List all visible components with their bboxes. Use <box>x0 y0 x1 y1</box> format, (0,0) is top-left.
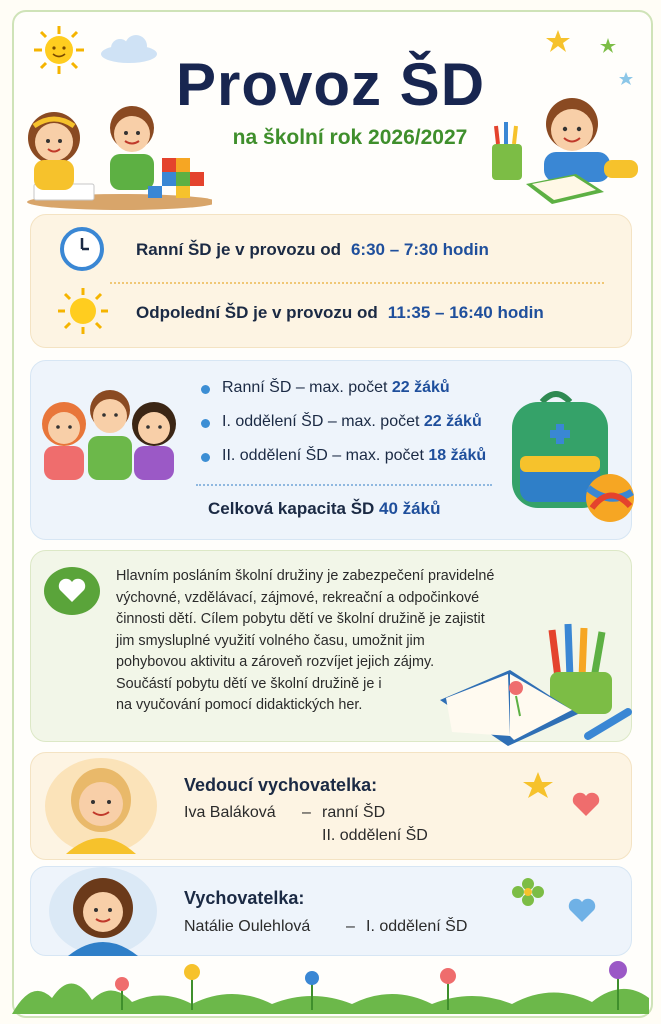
grass-flowers-border <box>12 958 649 1014</box>
mission-line: Součástí pobytu dětí ve školní družině je i <box>116 675 382 692</box>
morning-hours-time: 6:30 – 7:30 hodin <box>350 240 489 259</box>
mission-line: činnosti dětí. Cílem pobytu dětí ve školní družině je zajistit <box>116 611 485 627</box>
capacity-divider <box>196 484 492 486</box>
book-and-pencils-illustration <box>438 616 634 752</box>
total-capacity-label: Celková kapacita ŠD <box>208 499 375 518</box>
bullet-dot <box>201 419 210 428</box>
capacity-item-value: 22 žáků <box>423 413 482 430</box>
morning-hours-label: Ranní ŠD je v provozu od <box>136 240 341 259</box>
children-group-illustration <box>34 384 184 482</box>
mission-line: pohybovou aktivitu a zároveň rozvíjet jejich zájmy. <box>116 654 435 670</box>
head-teacher-dash: – <box>302 804 311 821</box>
teacher-role: I. oddělení ŠD <box>366 918 468 935</box>
mission-line: na vyučování pomocí didaktických her. <box>116 697 363 713</box>
teacher-avatar <box>48 866 158 956</box>
sun-icon <box>52 286 114 336</box>
capacity-item-value: 22 žáků <box>391 379 450 396</box>
head-teacher-name: Iva Baláková <box>184 804 276 821</box>
teacher-heading: Vychovatelka: <box>184 888 305 908</box>
capacity-item-value: 18 žáků <box>428 447 487 464</box>
mission-line: výchovné, vzdělávací, zájmové, rekreační a odpočinkové <box>116 589 480 606</box>
bullet-dot <box>201 385 210 394</box>
capacity-item <box>222 379 450 397</box>
capacity-item-text: II. oddělení ŠD – max. počet <box>222 447 424 464</box>
afternoon-hours-time: 11:35 – 16:40 hodin <box>387 303 544 322</box>
total-capacity-value: 40 žáků <box>379 499 441 518</box>
capacity-item-text: Ranní ŠD – max. počet <box>222 379 388 396</box>
mission-line: jim smysluplné využití volného času, umožnit jim <box>116 632 425 649</box>
head-teacher-role: II. oddělení ŠD <box>322 827 428 844</box>
flower-heart-decoration <box>506 872 606 928</box>
capacity-item <box>222 447 486 465</box>
hours-divider <box>110 282 604 284</box>
star-heart-decoration <box>520 770 610 824</box>
head-teacher-role: ranní ŠD <box>322 804 386 821</box>
clock-icon <box>56 226 108 272</box>
teacher-dash: – <box>346 918 355 935</box>
head-teacher-avatar <box>44 756 158 856</box>
afternoon-hours-label: Odpolední ŠD je v provozu od <box>136 303 378 322</box>
page-subtitle: na školní rok 2026/2027 <box>232 126 468 149</box>
mission-line: Hlavním posláním školní družiny je zabezpečení pravidelné <box>116 568 495 584</box>
head-teacher-heading: Vedoucí vychovatelka: <box>184 775 378 795</box>
bullet-dot <box>201 453 210 462</box>
teacher-name: Natálie Oulehlová <box>184 918 311 935</box>
capacity-item-text: I. oddělení ŠD – max. počet <box>222 413 420 430</box>
page-title: Provoz ŠD <box>175 51 486 118</box>
hours-card <box>30 214 632 348</box>
total-capacity <box>208 499 440 519</box>
heart-icon <box>44 566 100 616</box>
morning-hours-row <box>136 240 489 260</box>
afternoon-hours-row <box>136 303 544 323</box>
backpack-illustration <box>506 388 640 524</box>
capacity-item <box>222 413 482 431</box>
